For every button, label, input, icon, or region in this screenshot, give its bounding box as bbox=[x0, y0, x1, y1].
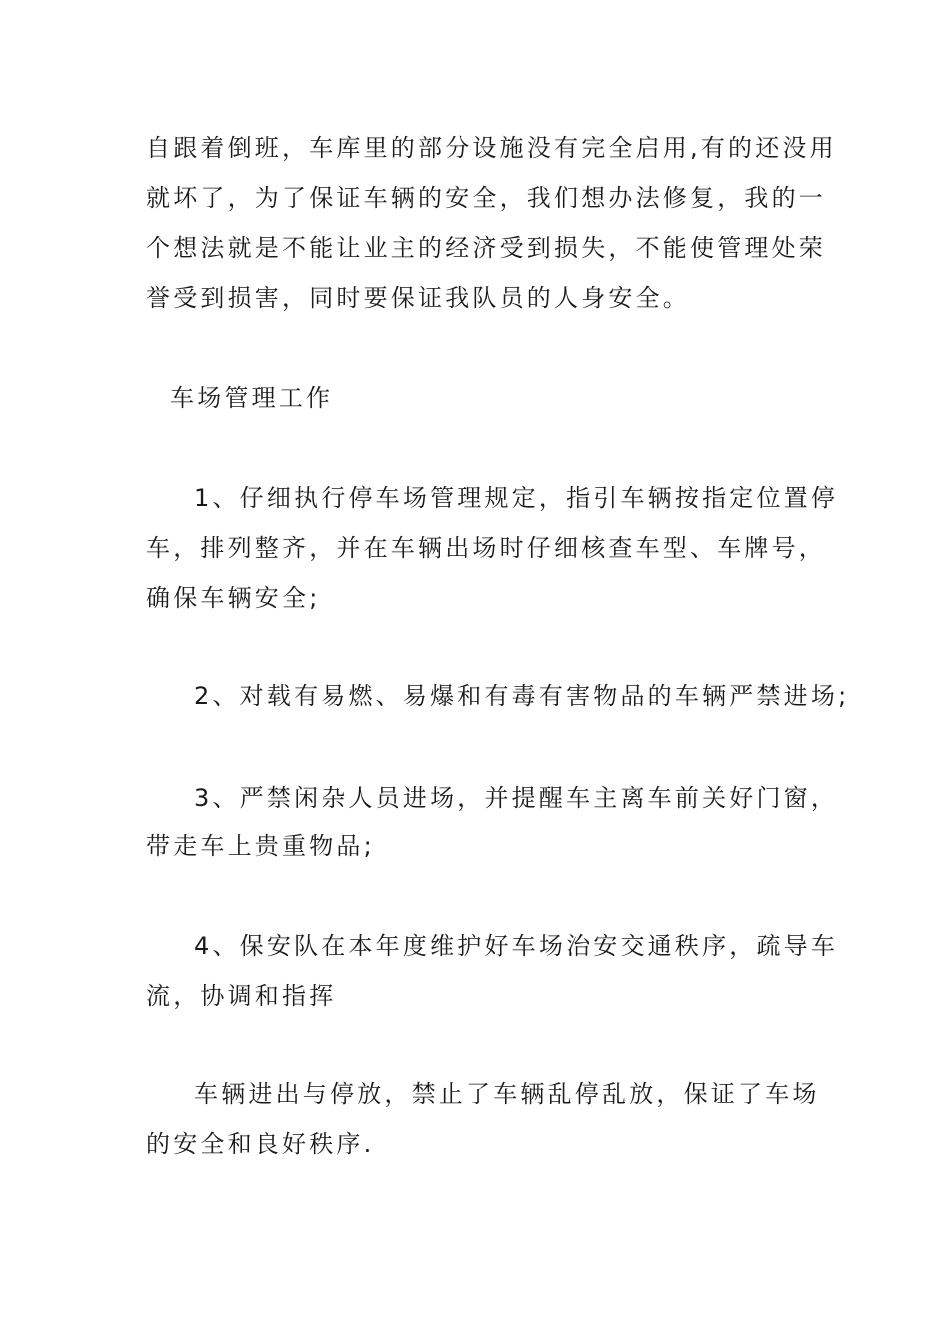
intro-line-2: 就坏了，为了保证车辆的安全，我们想办法修复，我的一 bbox=[146, 184, 826, 212]
closing-line-2: 的安全和良好秩序. bbox=[146, 1130, 375, 1158]
intro-line-1: 自跟着倒班，车库里的部分设施没有完全启用,有的还没用 bbox=[146, 134, 837, 162]
item-4-line-1: 4、保安队在本年度维护好车场治安交通秩序，疏导车 bbox=[194, 932, 839, 960]
section-heading: 车场管理工作 bbox=[170, 384, 334, 412]
intro-line-3: 个想法就是不能让业主的经济受到损失，不能使管理处荣 bbox=[146, 234, 826, 262]
intro-line-4: 誉受到损害，同时要保证我队员的人身安全。 bbox=[146, 284, 690, 312]
item-3-line-1: 3、严禁闲杂人员进场，并提醒车主离车前关好门窗， bbox=[194, 784, 839, 812]
item-1-line-1: 1、仔细执行停车场管理规定，指引车辆按指定位置停 bbox=[194, 484, 839, 512]
item-4-line-2: 流，协调和指挥 bbox=[146, 982, 337, 1010]
closing-line-1: 车辆进出与停放，禁止了车辆乱停乱放，保证了车场 bbox=[194, 1080, 820, 1108]
item-1-line-3: 确保车辆安全; bbox=[146, 584, 321, 612]
item-3-line-2: 带走车上贵重物品; bbox=[146, 832, 375, 860]
item-2-line-1: 2、对载有易燃、易爆和有毒有害物品的车辆严禁进场; bbox=[194, 682, 850, 710]
item-1-line-2: 车，排列整齐，并在车辆出场时仔细核查车型、车牌号， bbox=[146, 534, 826, 562]
